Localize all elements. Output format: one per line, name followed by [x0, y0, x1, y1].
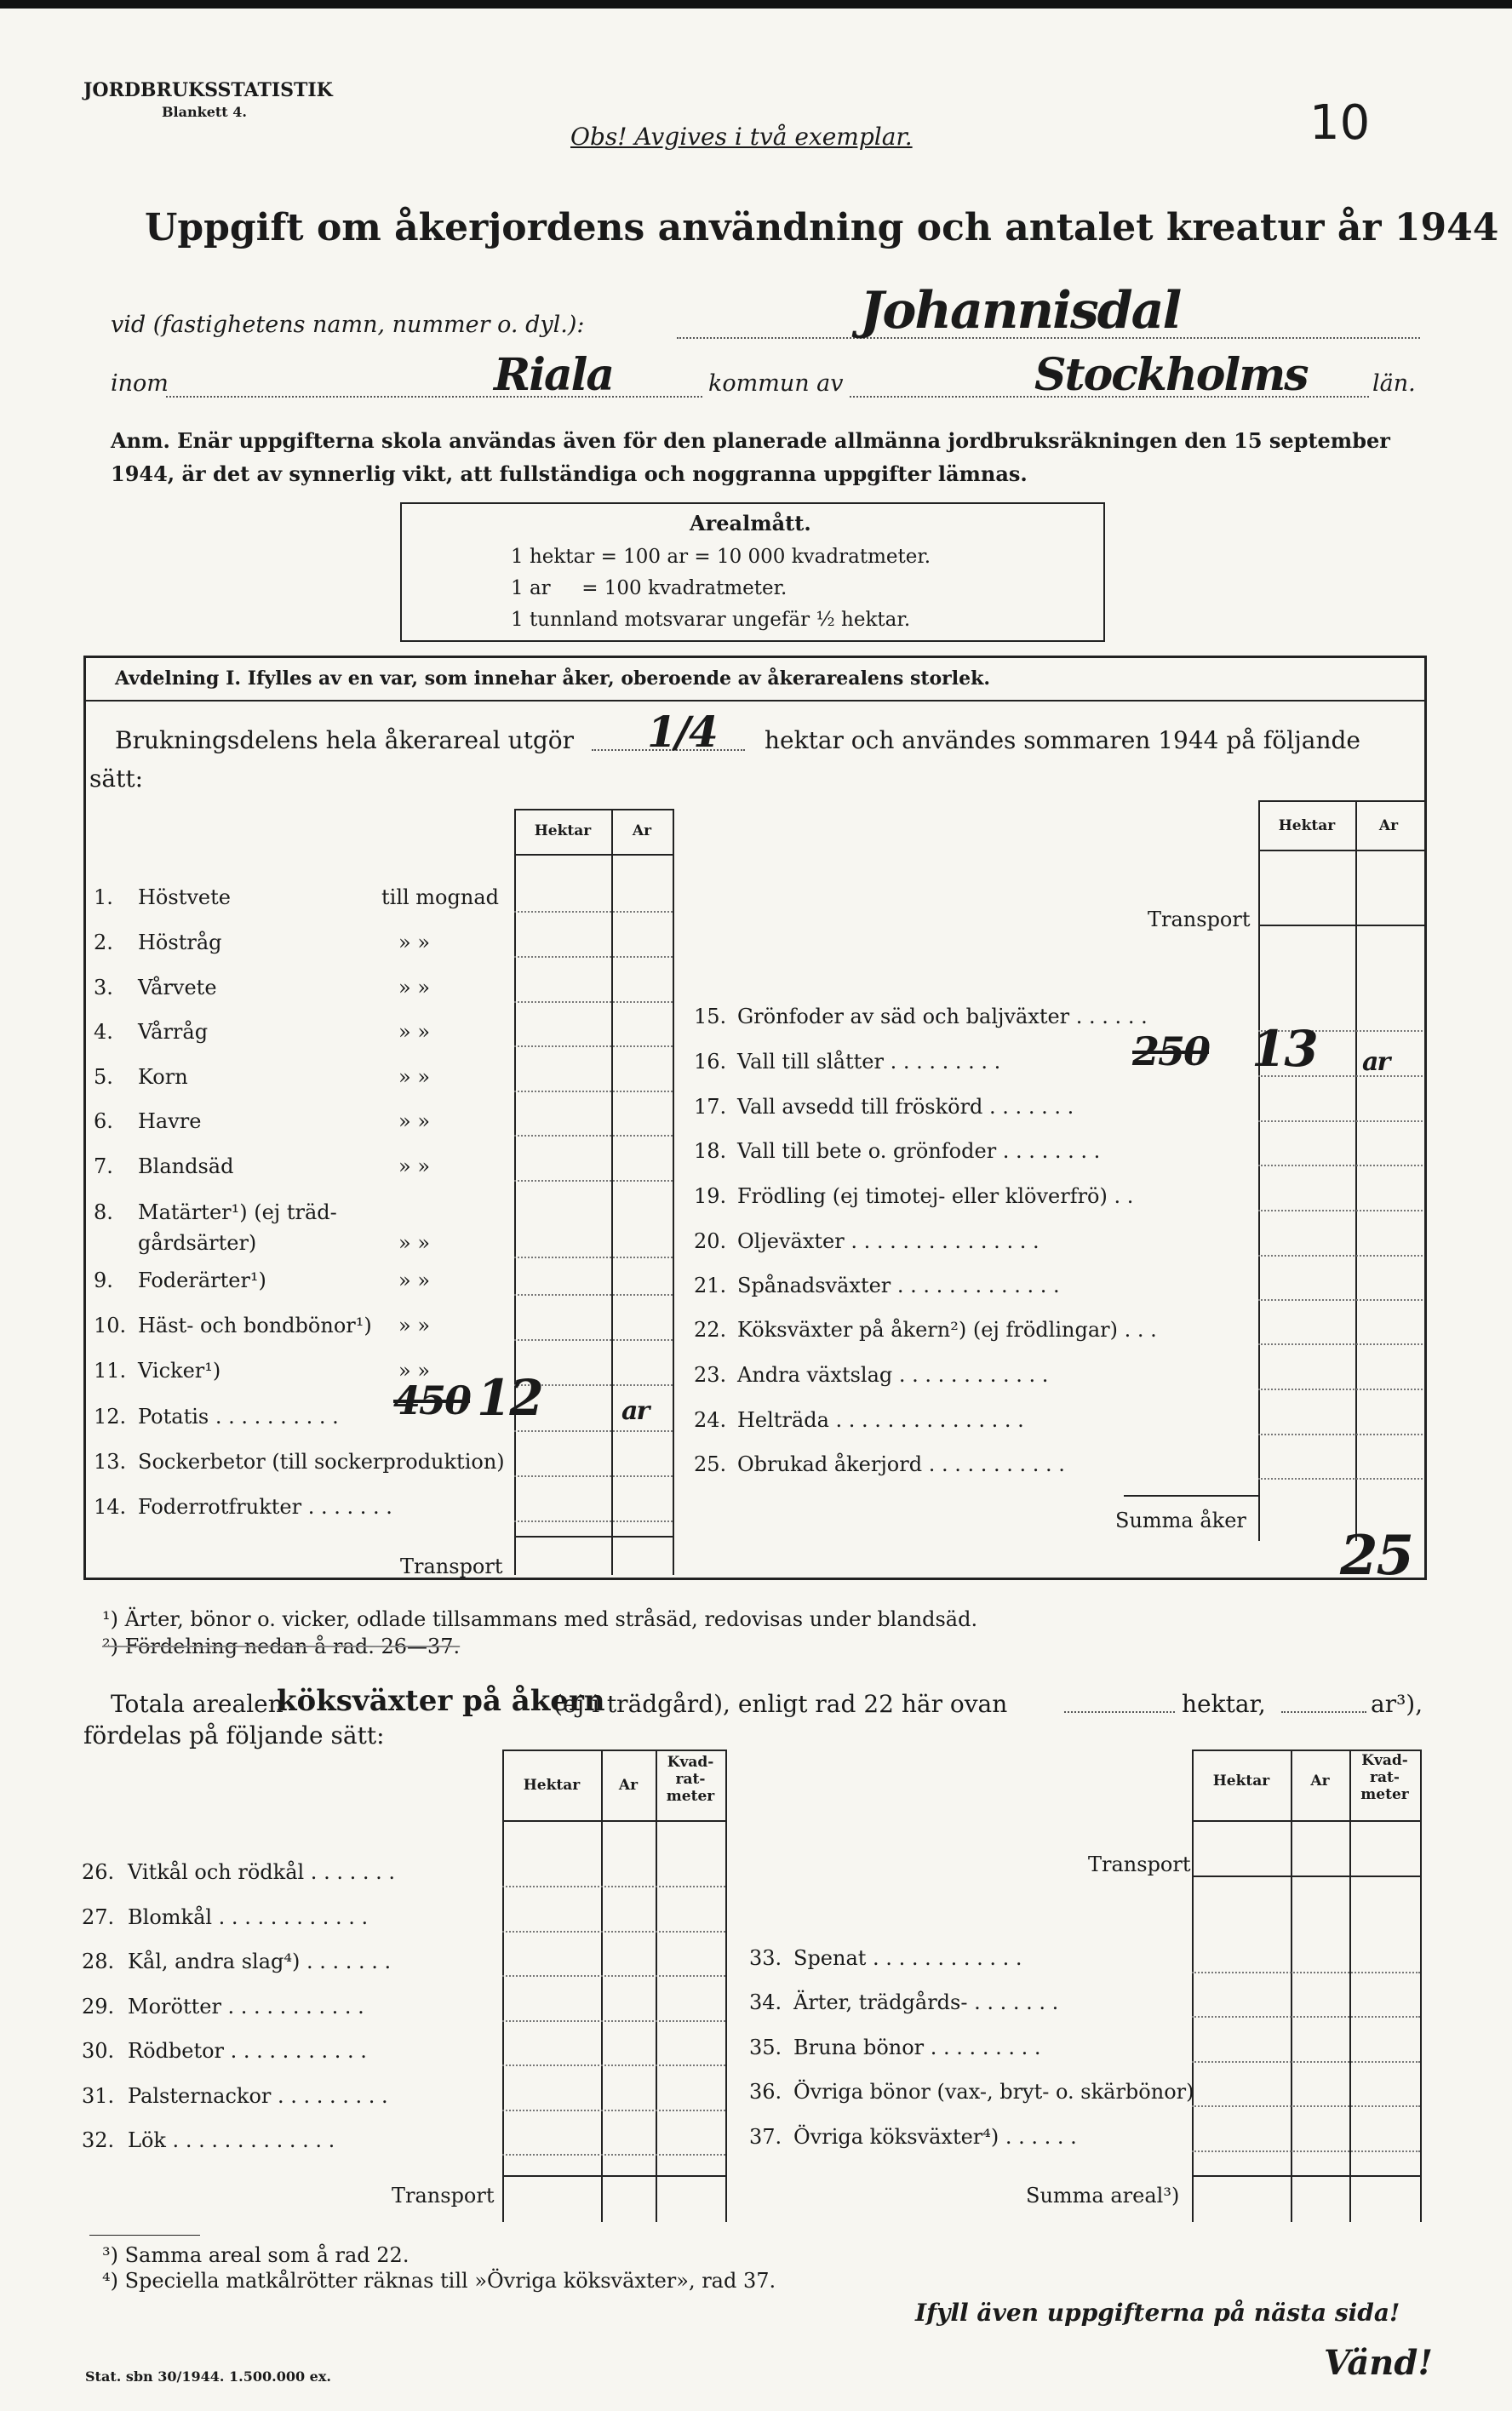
- row-label: Vall avsedd till fröskörd . . . . . . .: [737, 1095, 1074, 1119]
- summa-aker-entry: 25: [1340, 1524, 1413, 1588]
- row-number: 19.: [694, 1184, 727, 1208]
- row-entry-line: [514, 1294, 673, 1296]
- row-entry-line: [502, 2065, 725, 2066]
- right-transport-label: Transport: [1148, 908, 1251, 931]
- row-number: 5.: [94, 1065, 113, 1089]
- row-number: 13.: [94, 1450, 127, 1474]
- row-number: 37.: [749, 2125, 782, 2149]
- row-label: Kål, andra slag⁴) . . . . . . .: [128, 1950, 392, 1973]
- row-label: Morötter . . . . . . . . . . .: [128, 1995, 364, 2019]
- left-col-divider-1: [514, 809, 516, 1575]
- turn-page: Vänd!: [1324, 2343, 1433, 2383]
- row-entry-line: [514, 1045, 673, 1047]
- vall-unit-entry: ar: [1362, 1047, 1389, 1077]
- row-number: 36.: [749, 2080, 782, 2104]
- left-col-ar: Ar: [632, 822, 652, 839]
- print-info: Stat. sbn 30/1944. 1.500.000 ex.: [85, 2368, 331, 2385]
- left-header-bottom: [514, 854, 674, 856]
- row-number: 12.: [94, 1405, 127, 1429]
- s2-right-transport-label: Transport: [1088, 1853, 1191, 1876]
- row-label: Vårråg: [138, 1020, 209, 1044]
- row-number: 33.: [749, 1946, 782, 1970]
- row-label: Vitkål och rödkål . . . . . . .: [128, 1860, 395, 1884]
- row-number: 14.: [94, 1495, 127, 1519]
- areal-line-2: 1 ar = 100 kvadratmeter.: [511, 577, 788, 599]
- row-number: 6.: [94, 1109, 113, 1133]
- row-label: Obrukad åkerjord . . . . . . . . . . .: [737, 1452, 1065, 1476]
- row-label: Vall till slåtter . . . . . . . . .: [737, 1050, 1001, 1074]
- row-label: Övriga bönor (vax-, bryt- o. skärbönor): [793, 2080, 1194, 2104]
- row-number: 31.: [82, 2084, 115, 2108]
- s2-right-transport-rule: [1192, 1876, 1422, 1877]
- row-label: Frödling (ej timotej- eller klöverfrö) . .: [737, 1184, 1134, 1208]
- row-entry-line: [502, 2020, 725, 2022]
- kommun-line: [166, 396, 702, 398]
- row-entry-line: [514, 1430, 673, 1432]
- row-entry-line: [514, 1001, 673, 1003]
- left-transport-label: Transport: [400, 1555, 503, 1578]
- row-label: Bruna bönor . . . . . . . . .: [793, 2036, 1041, 2059]
- row-label: Palsternackor . . . . . . . . .: [128, 2084, 388, 2108]
- row-entry-line: [1258, 1165, 1423, 1166]
- row-label: Matärter¹) (ej träd-: [138, 1200, 337, 1224]
- row-label: Foderärter¹): [138, 1268, 266, 1292]
- areal-title: Arealmått.: [690, 511, 811, 535]
- row-label: Höstvete: [138, 885, 231, 909]
- s2-summa-label: Summa areal³): [1026, 2184, 1180, 2208]
- row-entry-line: [1258, 1434, 1423, 1435]
- row-number: 29.: [82, 1995, 115, 2019]
- row-number: 28.: [82, 1950, 115, 1973]
- obs-note: Obs! Avgives i två exemplar.: [570, 123, 913, 151]
- lan-label: län.: [1372, 370, 1416, 397]
- row-entry-line: [514, 1257, 673, 1258]
- section-1-intro-c: sätt:: [89, 765, 143, 793]
- row-label: Sockerbetor (till sockerproduktion): [138, 1450, 505, 1474]
- s2-right-col-hektar: Hektar: [1212, 1772, 1270, 1790]
- s2-right-header-bottom: [1192, 1820, 1422, 1822]
- vall-m2-entry: 250: [1132, 1028, 1210, 1074]
- footnote-1: ¹) Ärter, bönor o. vicker, odlade tillsammans med stråsäd, redovisas under blandsäd.: [102, 1607, 978, 1631]
- row-label: Häst- och bondbönor¹): [138, 1314, 372, 1337]
- row-label-cont: gårdsärter): [138, 1231, 257, 1255]
- section-1-intro-b: hektar och användes sommaren 1944 på följande: [765, 726, 1360, 754]
- right-header-top: [1258, 800, 1424, 802]
- potatis-m2-entry: 450: [393, 1377, 471, 1423]
- note-line-2: 1944, är det av synnerlig vikt, att fullständiga och noggranna uppgifter lämnas.: [111, 461, 1028, 486]
- vall-ar-entry: 13: [1251, 1020, 1317, 1078]
- row-entry-line: [1192, 1972, 1420, 1973]
- row-number: 25.: [694, 1452, 727, 1476]
- row-label: Oljeväxter . . . . . . . . . . . . . . .: [737, 1229, 1040, 1253]
- ditto-mark: » »: [398, 931, 430, 954]
- row-entry-line: [514, 956, 673, 958]
- section-1-heading: Avdelning I. Ifylles av en var, som innehar åker, oberoende av åkerarealens storlek.: [115, 667, 991, 690]
- row-number: 8.: [94, 1200, 113, 1224]
- row-entry-line: [1192, 2105, 1420, 2107]
- lan-value: Stockholms: [1034, 349, 1308, 401]
- fill-reminder: Ifyll även uppgifterna på nästa sida!: [915, 2299, 1400, 2327]
- left-col-divider-2: [611, 809, 613, 1575]
- koks-ar-line: [1281, 1711, 1366, 1713]
- section-1-header-rule: [83, 700, 1424, 702]
- right-col-ar: Ar: [1378, 817, 1399, 834]
- row-entry-line: [1258, 1255, 1423, 1257]
- s2-left-transport-rule: [502, 2175, 727, 2177]
- row-label: Spenat . . . . . . . . . . . .: [793, 1946, 1022, 1970]
- row-entry-line: [1258, 1299, 1423, 1301]
- row-number: 30.: [82, 2039, 115, 2063]
- row-entry-line: [502, 1931, 725, 1933]
- summa-aker-label: Summa åker: [1115, 1509, 1246, 1532]
- row-number: 35.: [749, 2036, 782, 2059]
- row-number: 7.: [94, 1154, 113, 1178]
- row-number: 2.: [94, 931, 113, 954]
- row-number: 20.: [694, 1229, 727, 1253]
- row-number: 16.: [694, 1050, 727, 1074]
- ditto-mark: » »: [398, 1231, 430, 1255]
- section-2-intro-bold: köksväxter på åkern: [277, 1684, 605, 1718]
- section-1-intro-a: Brukningsdelens hela åkerareal utgör: [115, 726, 575, 754]
- s2-left-transport-label: Transport: [392, 2184, 495, 2208]
- areal-line-1: 1 hektar = 100 ar = 10 000 kvadratmeter.: [511, 546, 931, 568]
- ditto-mark: » »: [398, 1154, 430, 1178]
- row-label: Lök . . . . . . . . . . . . .: [128, 2128, 335, 2152]
- row-number: 22.: [694, 1318, 727, 1342]
- potatis-ar-entry: 12: [477, 1369, 542, 1427]
- row-label: Blandsäd: [138, 1154, 234, 1178]
- s2-right-col-kvm: Kvad- rat- meter: [1360, 1752, 1409, 1803]
- right-col-hektar: Hektar: [1278, 817, 1336, 834]
- row-label: Foderrotfrukter . . . . . . .: [138, 1495, 392, 1519]
- row-entry-line: [1258, 1343, 1423, 1345]
- row-label: Vicker¹): [138, 1359, 221, 1383]
- page-number: 10: [1309, 95, 1371, 151]
- till-mognad-label: till mognad: [381, 885, 499, 909]
- ditto-mark: » »: [398, 1065, 430, 1089]
- row-label: Ärter, trädgårds- . . . . . . .: [793, 1990, 1059, 2014]
- s2-left-col-ar: Ar: [618, 1777, 639, 1794]
- top-edge: [0, 0, 1512, 9]
- koks-hektar-line: [1064, 1711, 1175, 1713]
- row-number: 9.: [94, 1268, 113, 1292]
- row-entry-line: [514, 1135, 673, 1137]
- row-label: Vall till bete o. grönfoder . . . . . . . .: [737, 1139, 1101, 1163]
- row-number: 3.: [94, 976, 113, 999]
- summa-rule: [1124, 1495, 1258, 1497]
- right-col-divider-2: [1355, 800, 1357, 1541]
- section-2-intro-d: ar³),: [1371, 1690, 1423, 1718]
- inom-label: inom: [111, 370, 169, 397]
- row-entry-line: [1192, 2016, 1420, 2018]
- row-label: Spånadsväxter . . . . . . . . . . . . .: [737, 1274, 1060, 1297]
- row-entry-line: [502, 1886, 725, 1887]
- row-label: Grönfoder av säd och baljväxter . . . . . .: [737, 1005, 1148, 1028]
- left-transport-rule: [514, 1536, 674, 1538]
- left-header-top: [514, 809, 674, 810]
- s2-right-summa-rule: [1192, 2175, 1422, 2177]
- row-label: Andra växtslag . . . . . . . . . . . .: [737, 1363, 1049, 1387]
- row-label: Korn: [138, 1065, 188, 1089]
- row-entry-line: [514, 1520, 673, 1522]
- row-number: 15.: [694, 1005, 727, 1028]
- footnote-4: ⁴) Speciella matkålrötter räknas till »Övriga köksväxter», rad 37.: [102, 2269, 776, 2293]
- s2-right-header-top: [1192, 1750, 1422, 1751]
- row-number: 10.: [94, 1314, 127, 1337]
- row-entry-line: [514, 911, 673, 913]
- left-col-hektar: Hektar: [534, 822, 592, 839]
- s2-left-col-hektar: Hektar: [523, 1777, 581, 1794]
- areal-line-3: 1 tunnland motsvarar ungefär ½ hektar.: [511, 609, 911, 631]
- row-number: 34.: [749, 1990, 782, 2014]
- row-label: Övriga köksväxter⁴) . . . . . .: [793, 2125, 1077, 2149]
- row-label: Rödbetor . . . . . . . . . . .: [128, 2039, 367, 2063]
- row-number: 17.: [694, 1095, 727, 1119]
- row-label: Höstråg: [138, 931, 222, 954]
- row-number: 32.: [82, 2128, 115, 2152]
- row-entry-line: [514, 1339, 673, 1341]
- row-number: 21.: [694, 1274, 727, 1297]
- row-entry-line: [502, 2110, 725, 2111]
- series-title: JORDBRUKSSTATISTIK: [83, 79, 333, 101]
- row-number: 11.: [94, 1359, 127, 1383]
- row-entry-line: [514, 1475, 673, 1477]
- ditto-mark: » »: [398, 1109, 430, 1133]
- right-col-divider-1: [1258, 800, 1260, 1541]
- row-label: Potatis . . . . . . . . . .: [138, 1405, 339, 1429]
- row-entry-line: [1258, 1389, 1423, 1390]
- s2-right-col-ar: Ar: [1310, 1772, 1330, 1790]
- right-transport-rule: [1258, 925, 1424, 926]
- row-label: Havre: [138, 1109, 202, 1133]
- row-entry-line: [514, 1091, 673, 1092]
- note-line-1: Anm. Enär uppgifterna skola användas även för den planerade allmänna jordbruksräkningen den 15 september: [111, 428, 1390, 453]
- row-entry-line: [1258, 1210, 1423, 1211]
- total-area-value: 1/4: [647, 707, 717, 757]
- kommun-label: kommun av: [708, 370, 844, 397]
- row-entry-line: [1258, 1120, 1423, 1122]
- row-entry-line: [514, 1180, 673, 1182]
- section-2-intro-b: (ej i trädgård), enligt rad 22 här ovan: [553, 1690, 1008, 1718]
- row-number: 23.: [694, 1363, 727, 1387]
- ditto-mark: » »: [398, 1020, 430, 1044]
- row-entry-line: [1192, 2061, 1420, 2063]
- s2-left-col-kvm: Kvad- rat- meter: [666, 1754, 715, 1805]
- row-entry-line: [1258, 1478, 1423, 1480]
- row-label: Köksväxter på åkern²) (ej frödlingar) . . .: [737, 1318, 1157, 1342]
- ditto-mark: » »: [398, 976, 430, 999]
- row-entry-line: [502, 2154, 725, 2156]
- row-number: 24.: [694, 1408, 727, 1432]
- estate-value: Johannisdal: [860, 281, 1181, 341]
- footnote-2: ²) Fördelning nedan å rad. 26—37.: [102, 1635, 461, 1658]
- estate-label: vid (fastighetens namn, nummer o. dyl.):: [111, 312, 585, 338]
- ditto-mark: » »: [398, 1359, 430, 1383]
- s2-left-header-top: [502, 1750, 727, 1751]
- ditto-mark: » »: [398, 1268, 430, 1292]
- potatis-unit-entry: ar: [621, 1396, 649, 1426]
- footnote-3: ³) Samma areal som å rad 22.: [102, 2243, 410, 2267]
- row-number: 18.: [694, 1139, 727, 1163]
- form-number: Blankett 4.: [162, 104, 247, 120]
- right-header-bottom: [1258, 850, 1424, 851]
- row-number: 1.: [94, 885, 113, 909]
- row-label: Helträda . . . . . . . . . . . . . . .: [737, 1408, 1024, 1432]
- section-2-intro-a: Totala arealen: [111, 1690, 284, 1718]
- row-label: Blomkål . . . . . . . . . . . .: [128, 1905, 369, 1929]
- section-2-intro-c: hektar,: [1182, 1690, 1266, 1718]
- section-2-intro-e: fördelas på följande sätt:: [83, 1721, 385, 1750]
- row-number: 27.: [82, 1905, 115, 1929]
- row-number: 26.: [82, 1860, 115, 1884]
- page-title: Uppgift om åkerjordens användning och antalet kreatur år 1944: [145, 206, 1499, 249]
- left-col-divider-3: [673, 809, 674, 1575]
- kommun-value: Riala: [494, 349, 614, 401]
- row-label: Vårvete: [138, 976, 217, 999]
- row-entry-line: [1192, 2150, 1420, 2152]
- row-number: 4.: [94, 1020, 113, 1044]
- s2-left-header-bottom: [502, 1820, 727, 1822]
- footnote-rule: [89, 2235, 200, 2236]
- row-entry-line: [502, 1975, 725, 1977]
- ditto-mark: » »: [398, 1314, 430, 1337]
